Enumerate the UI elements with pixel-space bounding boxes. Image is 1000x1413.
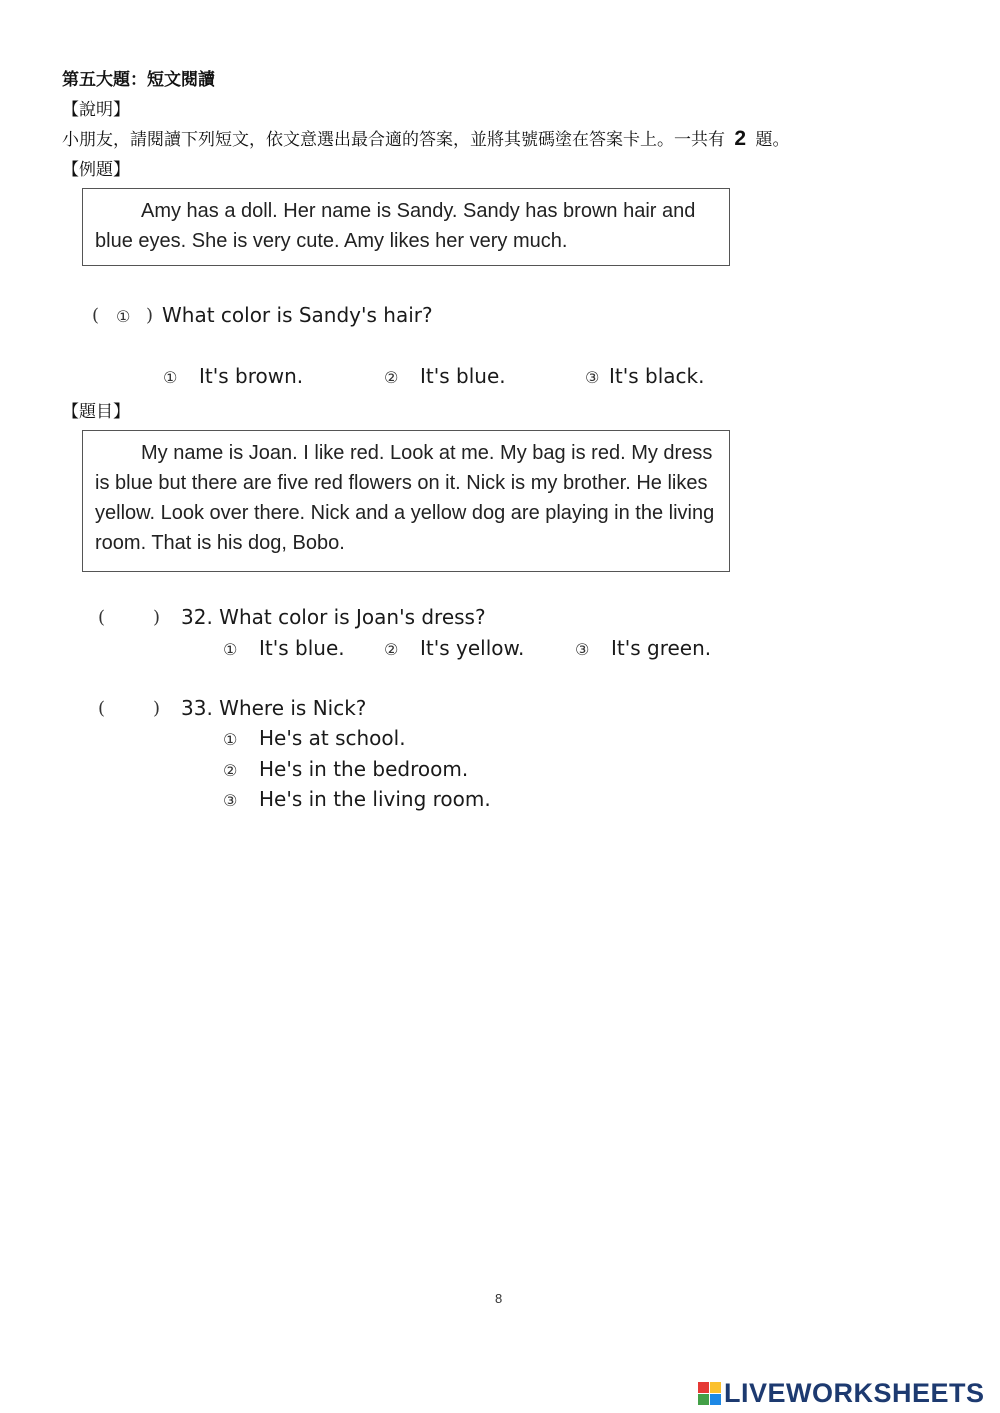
q32-paren-close: ) — [153, 607, 161, 628]
q32-answer-blank[interactable] — [112, 604, 148, 630]
q33-paren-close: ) — [153, 698, 161, 719]
example-paren-open: ( — [92, 305, 100, 326]
q32-paren-open: ( — [98, 607, 106, 628]
instruction-text — [62, 125, 790, 151]
logo-block-blue — [710, 1394, 721, 1405]
q33-paren-open: ( — [98, 698, 106, 719]
q32-option-3: It's green. — [611, 636, 712, 660]
example-paren-close: ) — [146, 305, 154, 326]
page-number: 8 — [495, 1291, 503, 1306]
example-label: 【例題】 — [62, 160, 130, 180]
section-title: 第五大題：短文閱讀 — [62, 70, 215, 90]
main-passage-box — [82, 430, 730, 572]
q33-option-2: He's in the bedroom. — [259, 757, 469, 781]
example-passage: Amy has a doll. Her name is Sandy. Sandy has brown hair and blue eyes. She is very cute. Amy likes her very much. — [95, 200, 696, 252]
q33-question: 33. Where is Nick? — [181, 696, 367, 720]
example-option-3-mark: ③ — [585, 368, 600, 387]
example-option-2-mark: ② — [384, 368, 399, 387]
liveworksheets-logo[interactable] — [698, 1378, 985, 1409]
q32-question: 32. What color is Joan's dress? — [181, 605, 486, 629]
example-question: What color is Sandy's hair? — [162, 303, 433, 327]
q33-option-3-mark: ③ — [223, 791, 238, 810]
logo-blocks-icon — [698, 1382, 721, 1405]
q33-option-2-mark: ② — [223, 761, 238, 780]
explain-label: 【說明】 — [62, 100, 130, 120]
instruction-pre: 小朋友，請閱讀下列短文，依文意選出最合適的答案，並將其號碼塗在答案卡上。一共有 — [62, 130, 725, 150]
instruction-count: 2 — [734, 127, 747, 150]
instruction-post: 題。 — [755, 130, 790, 150]
logo-block-yellow — [710, 1382, 721, 1393]
q32-option-1-mark: ① — [223, 640, 238, 659]
main-passage: My name is Joan. I like red. Look at me. My bag is red. My dress is blue but there are five red flowers on it. Nick is my brother. He likes yellow. Look over there. Nick and a yellow dog are playing in the living room. That is his dog, Bobo. — [95, 442, 715, 554]
q33-answer-blank[interactable] — [112, 695, 148, 721]
logo-block-green — [698, 1394, 709, 1405]
q32-option-1: It's blue. — [259, 636, 345, 660]
example-option-3: It's black. — [609, 364, 705, 388]
example-answer: ① — [116, 307, 131, 326]
q32-option-2-mark: ② — [384, 640, 399, 659]
logo-block-red — [698, 1382, 709, 1393]
q32-option-2: It's yellow. — [420, 636, 525, 660]
example-passage-box — [82, 188, 730, 266]
example-option-1: It's brown. — [199, 364, 304, 388]
q32-option-3-mark: ③ — [575, 640, 590, 659]
example-option-2: It's blue. — [420, 364, 506, 388]
q33-option-1-mark: ① — [223, 730, 238, 749]
example-option-1-mark: ① — [163, 368, 178, 387]
logo-text: LIVEWORKSHEETS — [724, 1378, 985, 1408]
q33-option-3: He's in the living room. — [259, 787, 491, 811]
q33-option-1: He's at school. — [259, 726, 406, 750]
questions-label: 【題目】 — [62, 402, 130, 422]
